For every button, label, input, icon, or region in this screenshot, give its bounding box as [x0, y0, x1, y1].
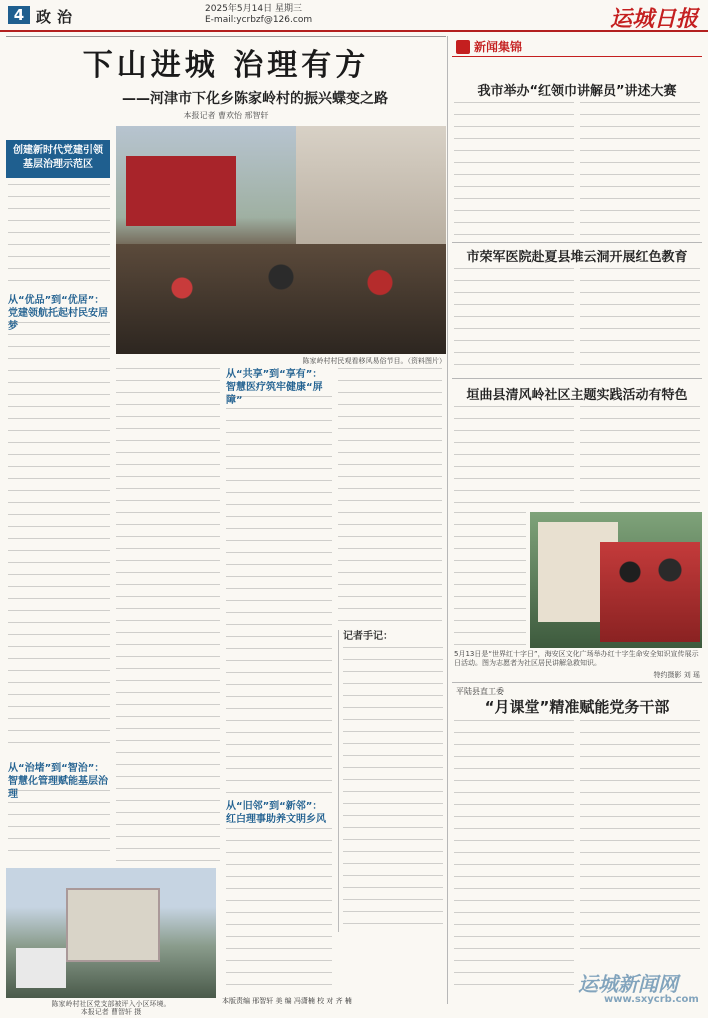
news-section-label: 新闻集锦: [474, 40, 523, 54]
main-photo-caption: 陈家岭村村民观看移风易俗节目。（资料图片）: [302, 357, 446, 365]
subheading-3: 从“共享”到“享有”：智慧医疗筑牢健康“屏障”: [226, 369, 323, 406]
news-icon: [456, 40, 470, 54]
story3-text-a: [454, 406, 574, 506]
contact-email: E-mail:ycrbzf@126.com: [205, 15, 313, 25]
story3-title[interactable]: 垣曲县清风岭社区主题实践活动有特色: [466, 388, 688, 403]
middle-column-text-3: [226, 828, 332, 988]
main-subtitle: ——河津市下化乡陈家岭村的振兴蝶变之路: [122, 91, 388, 107]
masthead-logo: 运城日报: [609, 6, 698, 32]
main-title[interactable]: 下山进城 治理有方: [82, 48, 370, 83]
story2-title[interactable]: 市荣军医院赴夏县堆云洞开展红色教育: [466, 250, 688, 265]
news-bar-rule: [452, 56, 702, 57]
subheading-4: 从“旧邻”到“新邻”：红白理事助养文明乡风: [226, 801, 326, 825]
story-divider-3: [452, 682, 702, 683]
subheading-1: 从“优品”到“优居”：党建领航托起村民安居梦: [8, 295, 108, 332]
main-byline: 本报记者 曹欢怡 邢智轩: [183, 111, 269, 120]
reporter-note-title: 记者手记：: [343, 631, 393, 642]
site-watermark-url: www.sxycrb.com: [604, 994, 699, 1005]
story1-text-b: [580, 102, 700, 240]
story4-kicker: 平陆县直工委: [456, 687, 504, 696]
story1-title[interactable]: 我市举办“红领巾讲解员”讲述大赛: [477, 84, 677, 99]
right-of-main-text: [338, 368, 442, 626]
bottom-photo-caption: 陈家岭村社区党支部被评入小区环境。 本报记者 曹智轩 摄: [51, 1000, 171, 1016]
story4-text-a: [454, 720, 574, 996]
reporter-note-text: [343, 647, 443, 927]
red-cross-photo: [530, 512, 702, 648]
red-cross-photo-caption: 5月13日是“世界红十字日”，海安区文化广场举办红十字生命安全知识宣传展示日活动。图为志愿者为社区居民讲解急救知识。: [454, 650, 699, 667]
date-line: [205, 4, 312, 26]
left-column-text-1: [8, 184, 110, 292]
subheading-2: 从“治堵”到“智治”：智慧化管理赋能基层治理: [8, 763, 108, 800]
reporter-note: [338, 630, 443, 932]
story-divider-1: [452, 242, 702, 243]
column-divider: [447, 36, 448, 1004]
story2-text-a: [454, 268, 574, 374]
left-column-text-2: [8, 322, 110, 752]
left-column-text-3: [8, 790, 110, 862]
middle-column-text-1: [116, 368, 220, 862]
section-name: 政治: [36, 8, 79, 26]
main-photo: [116, 126, 446, 354]
site-watermark: 运城新闻网: [578, 972, 678, 996]
story2-text-b: [580, 268, 700, 374]
story3-text-c: [454, 512, 526, 648]
page-number: 4: [8, 6, 30, 24]
story1-text-a: [454, 102, 574, 240]
middle-column-text-2: [226, 396, 332, 796]
bottom-photo: [6, 868, 216, 998]
publication-date: 2025年5月14日 星期三: [205, 4, 302, 14]
story3-text-b: [580, 406, 700, 506]
page-header: [0, 0, 708, 32]
editors-credit: 本版责编 邢智轩 美 编 冯潇楠 校 对 齐 楠: [222, 997, 352, 1005]
theme-box-text: 创建新时代党建引领 基层治理示范区: [13, 145, 103, 170]
story-divider-2: [452, 378, 702, 379]
theme-box: [6, 140, 110, 178]
red-cross-photo-credit: 特约摄影 刘 瑶: [653, 671, 700, 679]
story4-title[interactable]: “月课堂”精准赋能党务干部: [484, 698, 670, 716]
story4-text-b: [580, 720, 700, 960]
